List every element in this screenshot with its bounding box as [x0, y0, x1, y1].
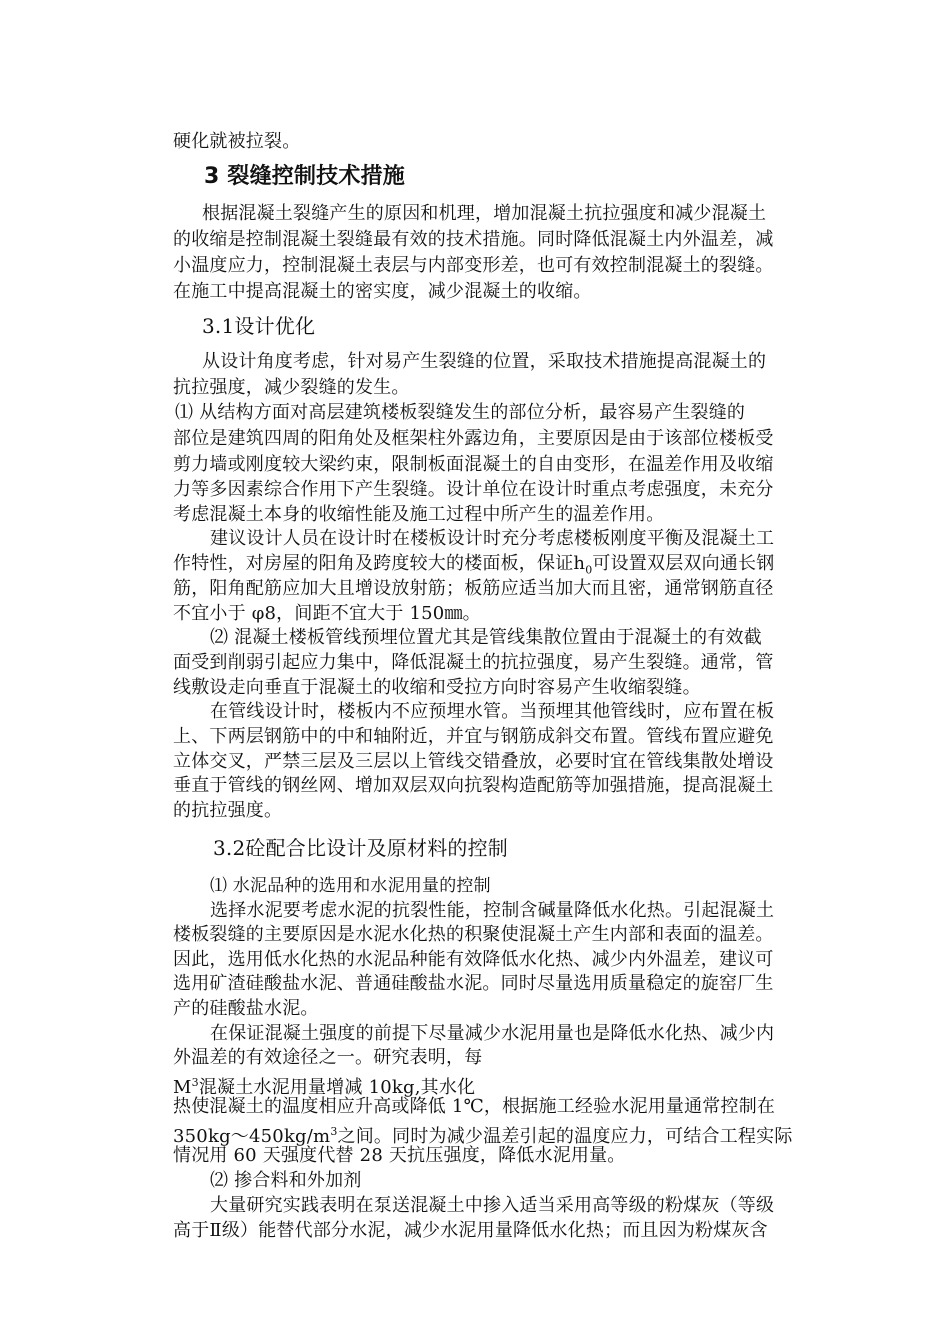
paragraph-line: 在管线设计时，楼板内不应预埋水管。当预埋其他管线时，应布置在板 — [210, 701, 775, 722]
paragraph-line: 外温差的有效途径之一。研究表明，每 — [173, 1047, 483, 1068]
paragraph-line: 面受到削弱引起应力集中，降低混凝土的抗拉强度，易产生裂缝。通常，管 — [173, 652, 774, 673]
paragraph-line: 剪力墙或刚度较大梁约束，限制板面混凝土的自由变形，在温差作用及收缩 — [173, 454, 774, 475]
paragraph-line: 大量研究实践表明在泵送混凝土中掺入适当采用高等级的粉煤灰（等级 — [210, 1195, 775, 1216]
paragraph-line: 在保证混凝土强度的前提下尽量减少水泥用量也是降低水化热、减少内 — [210, 1023, 775, 1044]
paragraph-line: 抗拉强度，减少裂缝的发生。 — [173, 377, 410, 398]
paragraph-line: $M^3$混凝土水泥用量增减 10kg,其水化 — [173, 1076, 476, 1098]
paragraph-line: 建议设计人员在设计时在楼板设计时充分考虑楼板刚度平衡及混凝土工 — [210, 528, 775, 549]
paragraph-line: 小温度应力，控制混凝土表层与内部变形差，也可有效控制混凝土的裂缝。 — [173, 255, 774, 276]
paragraph-line: 高于Ⅱ级）能替代部分水泥，减少水泥用量降低水化热；而且因为粉煤灰含 — [173, 1220, 768, 1241]
paragraph-line: 从设计角度考虑，针对易产生裂缝的位置，采取技术措施提高混凝土的 — [202, 351, 767, 372]
paragraph-line: 不宜小于 φ8，间距不宜大于 150㎜。 — [173, 603, 481, 624]
paragraph-line: 部位是建筑四周的阳角处及框架柱外露边角，主要原因是由于该部位楼板受 — [173, 428, 774, 449]
paragraph-line: 选择水泥要考虑水泥的抗裂性能，控制含碱量降低水化热。引起混凝土 — [210, 900, 775, 921]
paragraph-line: 根据混凝土裂缝产生的原因和机理，增加混凝土抗拉强度和减少混凝土 — [202, 203, 767, 224]
paragraph-line: 筋，阳角配筋应加大且增设放射筋；板筋应适当加大而且密，通常钢筋直径 — [173, 578, 774, 599]
paragraph-line: 选用矿渣硅酸盐水泥、普通硅酸盐水泥。同时尽量选用质量稳定的旋窑厂生 — [173, 973, 774, 994]
paragraph-line: ⑵ 混凝土楼板管线预埋位置尤其是管线集散位置由于混凝土的有效截 — [210, 627, 762, 648]
subsection-heading: 3.1设计优化 — [202, 314, 316, 338]
paragraph-line: 硬化就被拉裂。 — [173, 131, 301, 152]
paragraph-line: 垂直于管线的钢丝网、增加双层双向抗裂构造配筋等加强措施，提高混凝土 — [173, 775, 774, 796]
paragraph-line: 立体交叉，严禁三层及三层以上管线交错叠放，必要时宜在管线集散处增设 — [173, 751, 774, 772]
paragraph-line: 考虑混凝土本身的收缩性能及施工过程中所产生的温差作用。 — [173, 504, 665, 525]
paragraph-line: 楼板裂缝的主要原因是水泥水化热的积聚使混凝土产生内部和表面的温差。 — [173, 924, 774, 945]
subsection-heading: 3.2砼配合比设计及原材料的控制 — [213, 836, 509, 860]
paragraph-line: 产的硅酸盐水泥。 — [173, 998, 319, 1019]
paragraph-line: ⑴ 水泥品种的选用和水泥用量的控制 — [210, 876, 491, 896]
paragraph-line: 情况用 60 天强度代替 28 天抗压强度，降低水泥用量。 — [173, 1145, 626, 1166]
paragraph-line: ⑵ 掺合料和外加剂 — [210, 1170, 362, 1191]
paragraph-line: 因此，选用低水化热的水泥品种能有效降低水化热、减少内外温差，建议可 — [173, 949, 774, 970]
paragraph-line: 在施工中提高混凝土的密实度，减少混凝土的收缩。 — [173, 281, 592, 302]
paragraph-line: 力等多因素综合作用下产生裂缝。设计单位在设计时重点考虑强度，未充分 — [173, 479, 774, 500]
section-heading: 3 裂缝控制技术措施 — [204, 164, 405, 189]
paragraph-line: 的抗拉强度。 — [173, 800, 283, 821]
paragraph-line: 作特性，对房屋的阳角及跨度较大的楼面板，保证$h_0$可设置双层双向通长钢 — [173, 553, 775, 577]
paragraph-line: ⑴ 从结构方面对高层建筑楼板裂缝发生的部位分析，最容易产生裂缝的 — [175, 402, 746, 423]
paragraph-line: 热使混凝土的温度相应升高或降低 1℃，根据施工经验水泥用量通常控制在 — [173, 1096, 776, 1117]
paragraph-line: 线敷设走向垂直于混凝土的收缩和受拉方向时容易产生收缩裂缝。 — [173, 677, 701, 698]
paragraph-line: $350kg\sim 450kg/m^3$之间。同时为减少温差引起的温度应力，可结合工程实际 — [173, 1125, 793, 1147]
paragraph-line: 的收缩是控制混凝土裂缝最有效的技术措施。同时降低混凝土内外温差，减 — [173, 229, 774, 250]
paragraph-line: 上、下两层钢筋中的中和轴附近，并宜与钢筋成斜交布置。管线布置应避免 — [173, 726, 774, 747]
